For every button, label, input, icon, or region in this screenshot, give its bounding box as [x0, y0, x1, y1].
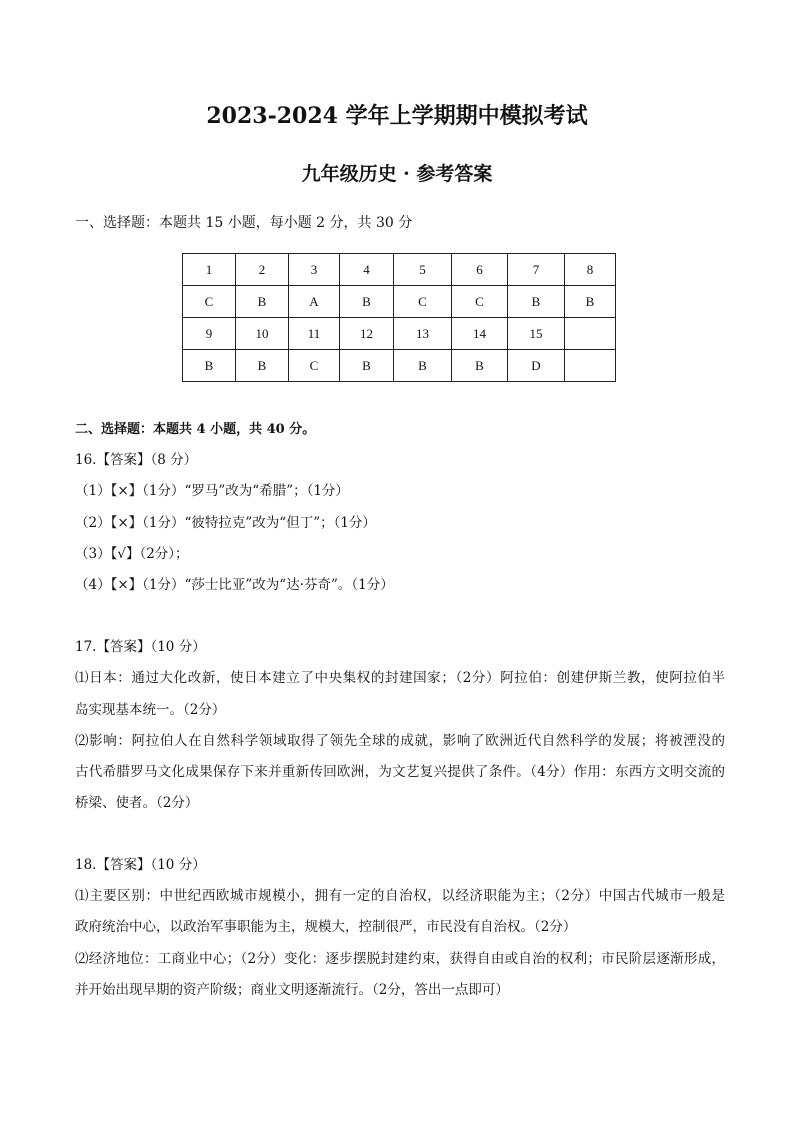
- q16-answer-line: （3）【√】（2分）；: [75, 546, 189, 562]
- table-cell: B: [452, 350, 508, 382]
- table-cell: 5: [394, 254, 452, 286]
- table-cell: C: [394, 286, 452, 318]
- q17-answer-line: 岛实现基本统一。（2分）: [75, 702, 226, 718]
- question-number-row: [183, 318, 616, 350]
- table-cell: D: [508, 350, 565, 382]
- table-cell: 12: [340, 318, 394, 350]
- answer-row: [183, 350, 616, 382]
- section-2-heading: 二、选择题：本题共 4 小题，共 40 分。: [75, 422, 316, 437]
- table-cell: 10: [236, 318, 289, 350]
- table-cell: 1: [183, 254, 236, 286]
- q18-title: 18.【答案】（10 分）: [75, 857, 206, 873]
- q16-answer-line: （1）【×】（1分）“罗马”改为“希腊”；（1分）: [75, 483, 349, 499]
- answer-table: [182, 253, 616, 382]
- table-cell: 11: [289, 318, 340, 350]
- table-cell: B: [183, 350, 236, 382]
- table-cell: B: [340, 286, 394, 318]
- table-cell: 14: [452, 318, 508, 350]
- answer-row: [183, 286, 616, 318]
- table-cell: 2: [236, 254, 289, 286]
- q18-answer-line: ⑴主要区别：中世纪西欧城市规模小，拥有一定的自治权，以经济职能为主；（2分）中国古代城市一般是: [75, 888, 725, 904]
- table-cell: B: [565, 286, 616, 318]
- question-number-row: [183, 254, 616, 286]
- table-cell: C: [289, 350, 340, 382]
- q17-title: 17.【答案】（10 分）: [75, 639, 206, 655]
- table-cell: B: [394, 350, 452, 382]
- q16-answer-line: （2）【×】（1分）“彼特拉克”改为“但丁”；（1分）: [75, 515, 376, 531]
- table-cell: 7: [508, 254, 565, 286]
- table-cell: 13: [394, 318, 452, 350]
- table-cell: 6: [452, 254, 508, 286]
- table-cell: B: [340, 350, 394, 382]
- exam-title: 2023-2024 学年上学期期中模拟考试: [206, 103, 588, 129]
- table-cell: B: [236, 286, 289, 318]
- q16-title: 16.【答案】（8 分）: [75, 452, 198, 468]
- table-cell: A: [289, 286, 340, 318]
- table-cell: B: [508, 286, 565, 318]
- section-1-heading: 一、选择题：本题共 15 小题，每小题 2 分，共 30 分: [75, 215, 413, 231]
- q17-answer-line: 古代希腊罗马文化成果保存下来并重新传回欧洲，为文艺复兴提供了条件。（4分）作用：东西方文明交流的: [75, 764, 725, 780]
- table-cell: [565, 318, 616, 350]
- table-cell: B: [236, 350, 289, 382]
- table-cell: 3: [289, 254, 340, 286]
- q16-answer-line: （4）【×】（1分）“莎士比亚”改为“达·芬奇”。（1分）: [75, 577, 394, 593]
- table-cell: 15: [508, 318, 565, 350]
- table-cell: 8: [565, 254, 616, 286]
- table-cell: 4: [340, 254, 394, 286]
- answer-key-subtitle: 九年级历史 · 参考答案: [301, 163, 493, 185]
- table-cell: 9: [183, 318, 236, 350]
- table-cell: C: [452, 286, 508, 318]
- q17-answer-line: ⑵影响：阿拉伯人在自然科学领域取得了领先全球的成就，影响了欧洲近代自然科学的发展；将被湮没的: [75, 733, 725, 749]
- table-cell: [565, 350, 616, 382]
- q18-answer-line: ⑵经济地位：工商业中心；（2分）变化：逐步摆脱封建约束，获得自由或自治的权利；市民阶层逐渐形成，: [75, 951, 725, 967]
- q18-answer-line: 政府统治中心，以政治军事职能为主，规模大，控制很严，市民没有自治权。（2分）: [75, 919, 577, 935]
- q17-answer-line: 桥梁、使者。（2分）: [75, 795, 199, 811]
- q18-answer-line: 并开始出现早期的资产阶级；商业文明逐渐流行。（2分，答出一点即可）: [75, 982, 509, 998]
- q17-answer-line: ⑴日本：通过大化改新，使日本建立了中央集权的封建国家；（2分）阿拉伯：创建伊斯兰教，使阿拉伯半: [75, 670, 725, 686]
- table-cell: C: [183, 286, 236, 318]
